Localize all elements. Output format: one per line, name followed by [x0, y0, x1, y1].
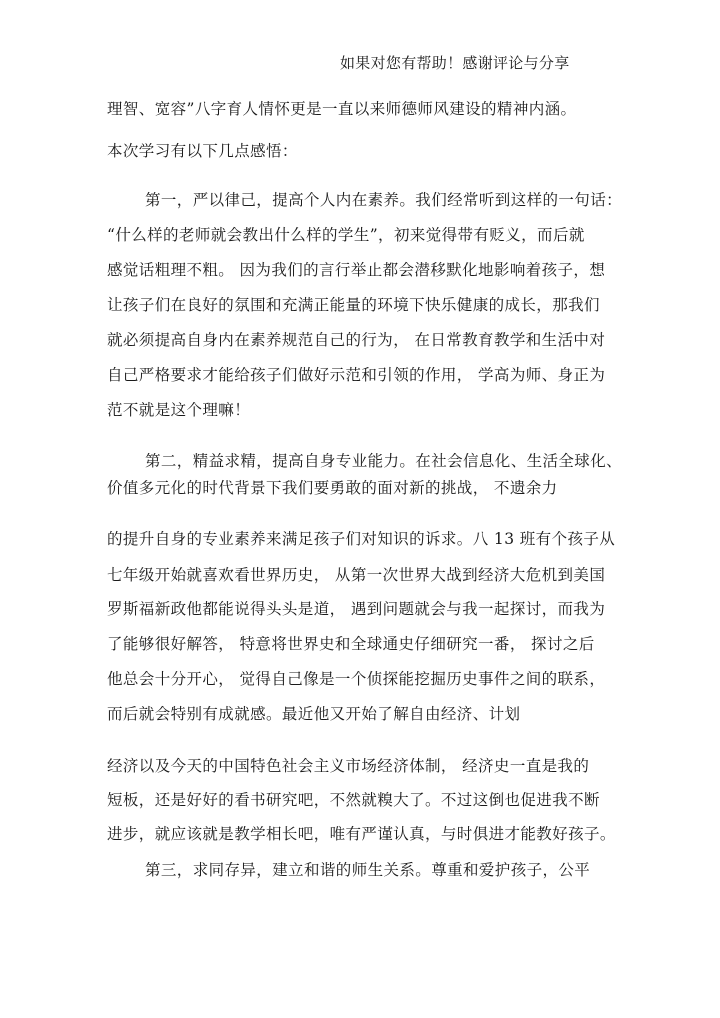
paragraph-first-line: 第一，严以律己，提高个人内在素养。我们经常听到这样的一句话：: [145, 191, 623, 209]
text-line: 感觉话粗理不粗。 因为我们的言行举止都会潜移默化地影响着孩子，想: [107, 261, 606, 279]
text-line: 他总会十分开心， 觉得自己像是一个侦探能挖掘历史事件之间的联系，: [107, 670, 606, 688]
text-line: 进步，就应该就是教学相长吧，唯有严谨认真，与时俱进才能教好孩子。: [107, 825, 616, 843]
text-line: 范不就是这个理嘛！: [107, 401, 251, 419]
text-line: 价值多元化的时代背景下我们要勇敢的面对新的挑战， 不遗余力: [107, 479, 558, 497]
text-line: 就必须提高自身内在素养规范自己的行为， 在日常教育教学和生活中对: [107, 331, 606, 349]
text-line: 理智、宽容”八字育人情怀更是一直以来师德师风建设的精神内涵。: [107, 100, 577, 118]
text-line: 的提升自身的专业素养来满足孩子们对知识的诉求。八 13 班有个孩子从: [107, 530, 616, 548]
text-line: 了能够很好解答， 特意将世界史和全球通史仔细研究一番， 探讨之后: [107, 635, 595, 653]
paragraph-first-line: 第二，精益求精，提高自身专业能力。在社会信息化、生活全球化、: [145, 452, 623, 470]
text-line: 经济以及今天的中国特色社会主义市场经济体制， 经济史一直是我的: [107, 757, 590, 775]
page-header: 如果对您有帮助！感谢评论与分享: [340, 54, 570, 72]
text-line: “什么样的老师就会教出什么样的学生”，初来觉得带有贬义，而后就: [107, 226, 585, 244]
text-line: 本次学习有以下几点感悟：: [107, 142, 298, 160]
text-line: 自己严格要求才能给孩子们做好示范和引领的作用， 学高为师、身正为: [107, 366, 606, 384]
text-line: 让孩子们在良好的氛围和充满正能量的环境下快乐健康的成长，那我们: [107, 296, 600, 314]
text-line: 罗斯福新政他都能说得头头是道， 遇到问题就会与我一起探讨，而我为: [107, 600, 606, 618]
paragraph-first-line: 第三，求同存异，建立和谐的师生关系。尊重和爱护孩子，公平: [145, 861, 591, 879]
text-line: 而后就会特别有成就感。最近他又开始了解自由经济、计划: [107, 705, 521, 723]
text-line: 短板，还是好好的看书研究吧，不然就糗大了。不过这倒也促进我不断: [107, 791, 600, 809]
text-line: 七年级开始就喜欢看世界历史， 从第一次世界大战到经济大危机到美国: [107, 566, 606, 584]
